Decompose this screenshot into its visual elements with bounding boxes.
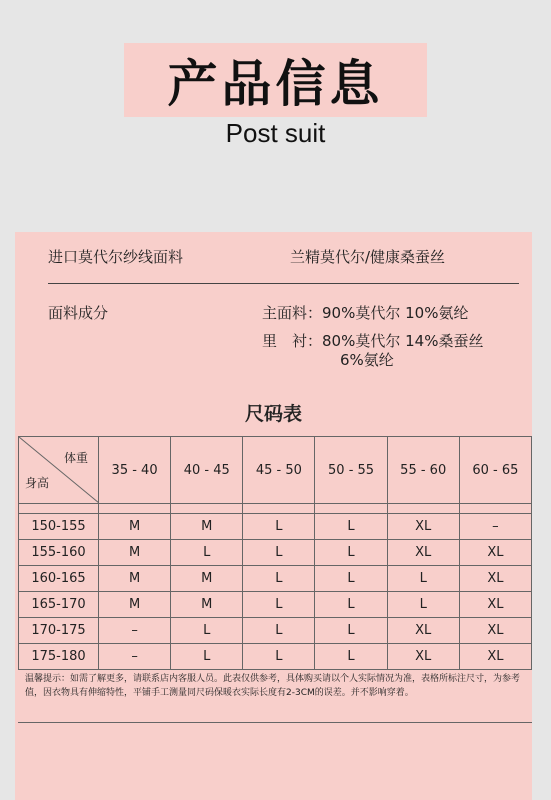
- size-cell: L: [243, 592, 315, 618]
- size-cell: –: [459, 514, 531, 540]
- diagonal-line: [19, 437, 99, 503]
- size-cell: L: [243, 514, 315, 540]
- size-cell: XL: [459, 618, 531, 644]
- height-cell: 175-180: [19, 644, 99, 670]
- height-label: 身高: [25, 476, 50, 490]
- weight-label: 体重: [63, 451, 88, 465]
- size-cell: L: [315, 592, 387, 618]
- size-cell: L: [387, 566, 459, 592]
- spacer-row: [19, 504, 532, 514]
- weight-column: 35 - 40: [99, 437, 171, 504]
- size-cell: L: [315, 514, 387, 540]
- size-cell: L: [171, 540, 243, 566]
- size-chart-table: [18, 436, 532, 670]
- size-cell: –: [99, 618, 171, 644]
- lining-fabric: 里 衬：80%莫代尔 14%桑蚕丝: [262, 332, 484, 350]
- weight-column: 45 - 50: [243, 437, 315, 504]
- table-row: [19, 618, 532, 644]
- size-cell: L: [243, 618, 315, 644]
- divider: [48, 283, 519, 284]
- height-cell: 155-160: [19, 540, 99, 566]
- size-cell: L: [315, 566, 387, 592]
- lining-fabric-extra: 6%氨纶: [340, 351, 394, 369]
- page-subtitle: Post suit: [225, 118, 326, 148]
- size-cell: L: [171, 618, 243, 644]
- size-cell: M: [171, 566, 243, 592]
- height-cell: 165-170: [19, 592, 99, 618]
- size-cell: L: [315, 618, 387, 644]
- size-cell: –: [99, 644, 171, 670]
- size-cell: M: [99, 566, 171, 592]
- height-cell: 150-155: [19, 514, 99, 540]
- table-row: [19, 566, 532, 592]
- notice-text: [25, 672, 525, 700]
- size-cell: M: [171, 514, 243, 540]
- size-cell: XL: [459, 566, 531, 592]
- size-cell: L: [243, 566, 315, 592]
- size-cell: M: [99, 592, 171, 618]
- weight-column: 50 - 55: [315, 437, 387, 504]
- notice-body: 如需了解更多，请联系店内客服人员。此表仅供参考，具体购买请以个人实际情况为准，表格所标注尺寸，为参考值，因衣物具有伸缩特性，平铺手工测量同尺码保暖衣实际长度有2-3CM的误差。并不影响穿着。: [25, 674, 521, 698]
- size-cell: L: [387, 592, 459, 618]
- table-row: [19, 592, 532, 618]
- notice-label: 温馨提示：: [25, 674, 71, 684]
- composition-label: 面料成分: [48, 304, 109, 322]
- size-cell: M: [99, 514, 171, 540]
- size-cell: XL: [459, 592, 531, 618]
- size-cell: M: [171, 592, 243, 618]
- notice-box: [18, 668, 532, 723]
- main-fabric: 主面料：90%莫代尔 10%氨纶: [262, 304, 469, 322]
- height-cell: 170-175: [19, 618, 99, 644]
- size-cell: XL: [459, 540, 531, 566]
- size-cell: L: [171, 644, 243, 670]
- size-header-row: [19, 437, 532, 504]
- size-cell: L: [243, 644, 315, 670]
- size-cell: L: [315, 540, 387, 566]
- height-cell: 160-165: [19, 566, 99, 592]
- size-cell: L: [243, 540, 315, 566]
- size-cell: XL: [387, 540, 459, 566]
- info-panel: [15, 232, 532, 800]
- table-row: [19, 540, 532, 566]
- weight-column: 60 - 65: [459, 437, 531, 504]
- table-row: [19, 514, 532, 540]
- size-cell: XL: [459, 644, 531, 670]
- title-banner: [124, 43, 427, 117]
- size-chart-title: 尺码表: [244, 403, 302, 425]
- weight-column: 55 - 60: [387, 437, 459, 504]
- size-cell: L: [315, 644, 387, 670]
- table-row: [19, 644, 532, 670]
- weight-column: 40 - 45: [171, 437, 243, 504]
- material-right: 兰精莫代尔/健康桑蚕丝: [290, 248, 446, 266]
- size-cell: XL: [387, 644, 459, 670]
- size-cell: M: [99, 540, 171, 566]
- page-title: 产品信息: [167, 55, 384, 113]
- size-cell: XL: [387, 514, 459, 540]
- material-left: 进口莫代尔纱线面料: [48, 248, 184, 266]
- diagonal-header-cell: [19, 437, 99, 504]
- size-cell: XL: [387, 618, 459, 644]
